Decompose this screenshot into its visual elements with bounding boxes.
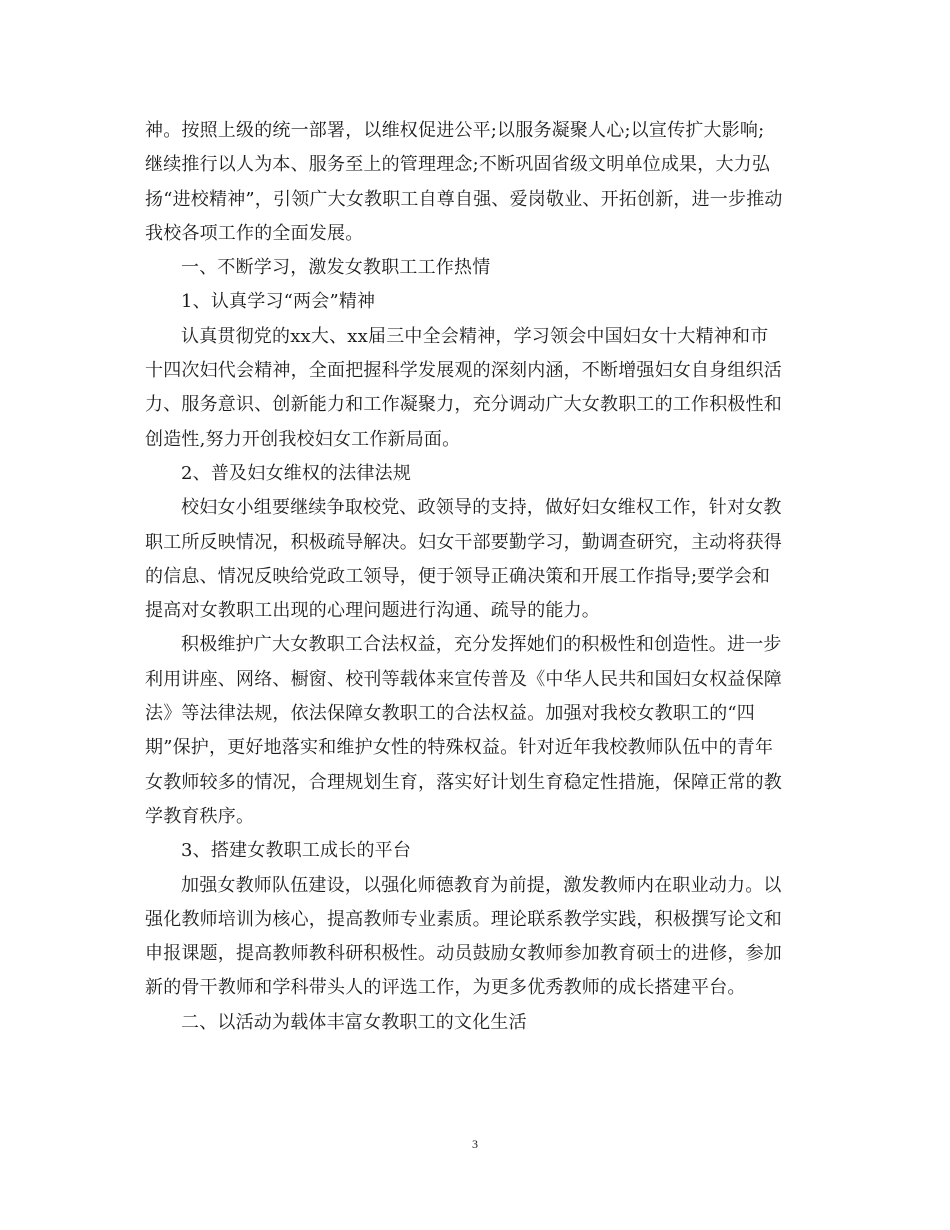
text-line: 期”保护，更好地落实和维护女性的特殊权益。针对近年我校教师队伍中的青年: [145, 737, 774, 759]
text-line: 利用讲座、网络、橱窗、校刊等载体来宣传普及《中华人民共和国妇女权益保障: [145, 668, 782, 690]
text-line: 3、搭建女教职工成长的平台: [181, 840, 412, 862]
text-line: 新的骨干教师和学科带头人的评选工作，为更多优秀教师的成长搭建平台。: [145, 977, 746, 999]
text-line: 我校各项工作的全面发展。: [145, 222, 364, 244]
text-line: 强化教师培训为核心，提高教师专业素质。理论联系教学实践，积极撰写论文和: [145, 908, 782, 930]
text-line: 提高对女教职工出现的心理问题进行沟通、疏导的能力。: [145, 600, 600, 622]
text-line: 扬“进校精神”，引领广大女教职工自尊自强、爱岗敬业、开拓创新，进一步推动: [145, 188, 783, 210]
text-line: 十四次妇代会精神，全面把握科学发展观的深刻内涵，不断增强妇女自身组织活: [145, 360, 782, 382]
text-line: 申报课题，提高教师教科研积极性。动员鼓励女教师参加教育硕士的进修，参加: [145, 943, 782, 965]
document-body: [145, 114, 805, 1040]
text-line: 一、不断学习，激发女教职工工作热情: [181, 257, 491, 279]
page-number: 3: [472, 1137, 478, 1151]
text-line: 2、普及妇女维权的法律法规: [181, 462, 412, 484]
text-line: 1、认真学习“两会”精神: [181, 291, 376, 313]
text-line: 认真贯彻党的xx大、xx届三中全会精神，学习领会中国妇女十大精神和市: [181, 325, 769, 347]
text-line: 二、以活动为载体丰富女教职工的文化生活: [181, 1011, 527, 1033]
text-line: 的信息、情况反映给党政工领导，便于领导正确决策和开展工作指导;要学会和: [145, 565, 771, 587]
text-line: 职工所反映情况，积极疏导解决。妇女干部要勤学习，勤调查研究，主动将获得: [145, 531, 782, 553]
text-line: 学教育秩序。: [145, 805, 255, 827]
text-line: 继续推行以人为本、服务至上的管理理念;不断巩固省级文明单位成果，大力弘: [145, 154, 771, 176]
text-line: 女教师较多的情况，合理规划生育，落实好计划生育稳定性措施，保障正常的教: [145, 771, 782, 793]
text-line: 力、服务意识、创新能力和工作凝聚力，充分调动广大女教职工的工作积极性和: [145, 394, 782, 416]
text-line: 创造性,努力开创我校妇女工作新局面。: [145, 428, 461, 450]
text-line: 校妇女小组要继续争取校党、政领导的支持，做好妇女维权工作，针对女教: [181, 497, 782, 519]
text-line: 法》等法律法规，依法保障女教职工的合法权益。加强对我校女教职工的“四: [145, 703, 755, 725]
text-line: 积极维护广大女教职工合法权益，充分发挥她们的积极性和创造性。进一步: [181, 634, 782, 656]
text-line: 神。按照上级的统一部署，以维权促进公平;以服务凝聚人心;以宣传扩大影响;: [145, 120, 765, 141]
text-line: 加强女教师队伍建设，以强化师德教育为前提，激发教师内在职业动力。以: [181, 874, 782, 896]
